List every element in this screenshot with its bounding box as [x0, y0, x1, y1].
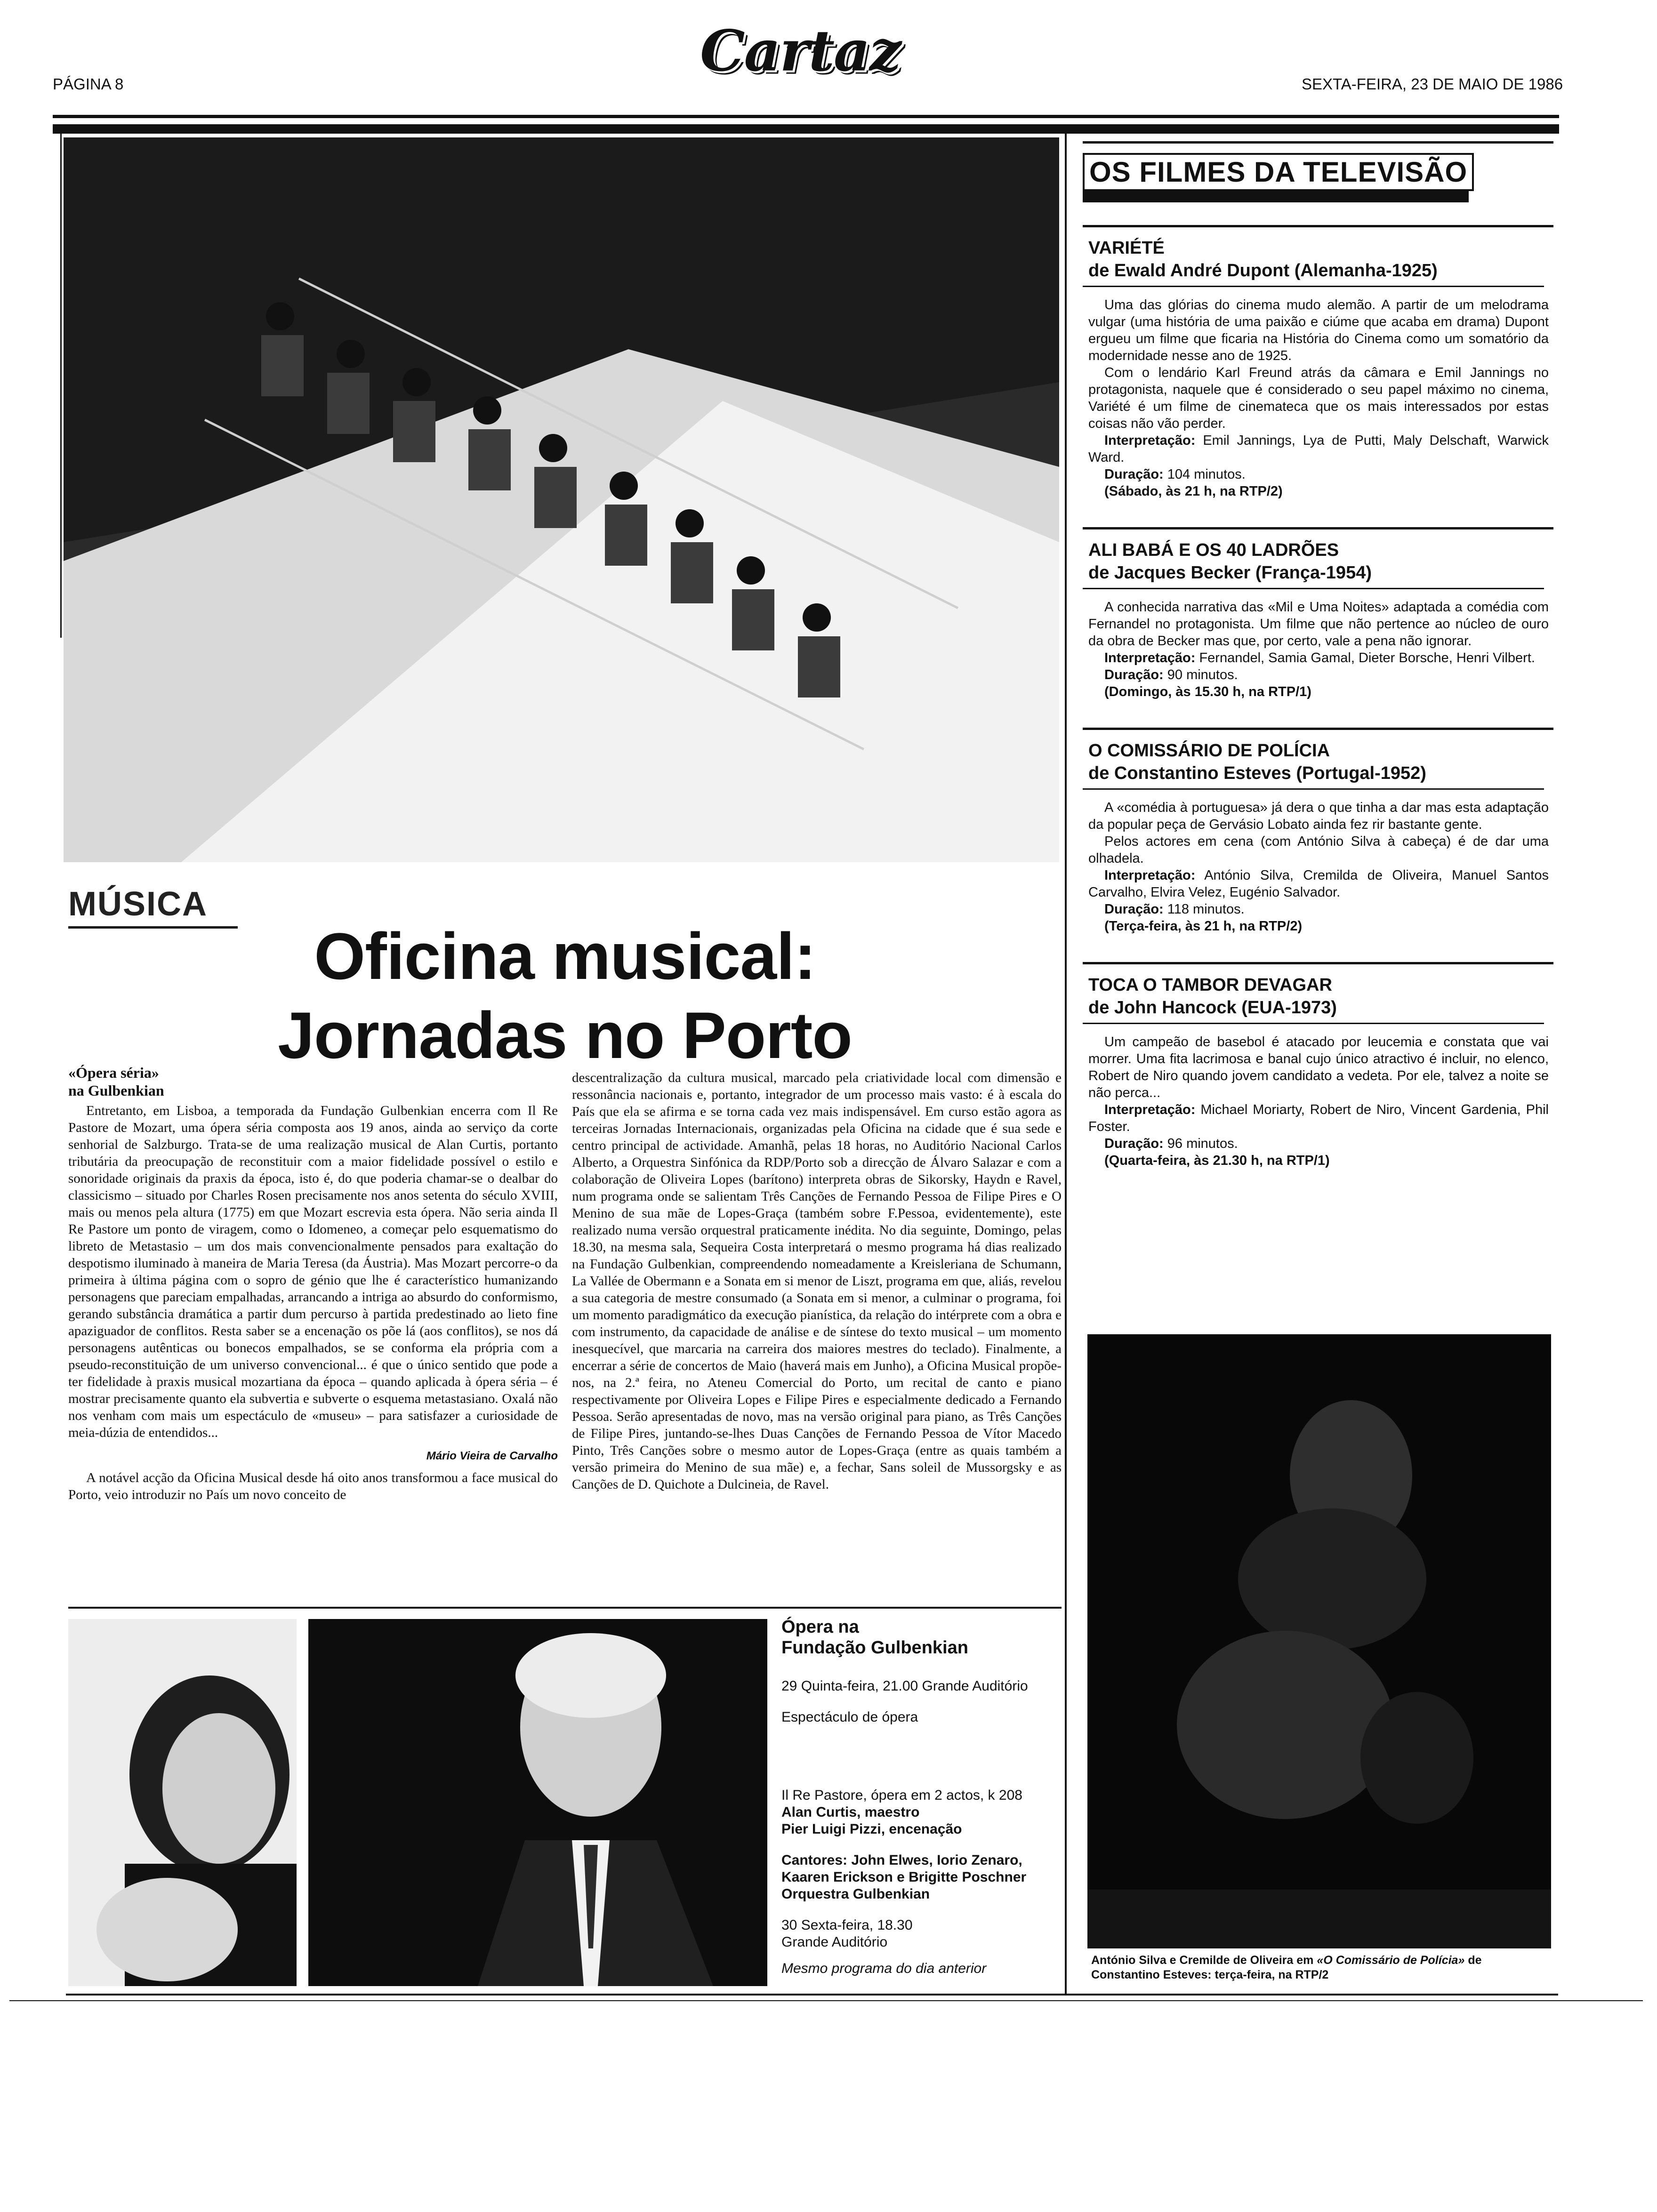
frame-line: [60, 132, 62, 638]
tv-sidebar: [1083, 141, 1553, 1169]
film-director: de Jacques Becker (França-1954): [1088, 563, 1372, 583]
portrait-center-art: [308, 1619, 767, 1986]
film-director: de John Hancock (EUA-1973): [1088, 998, 1337, 1018]
film-divider: [1083, 728, 1553, 730]
program-box-title-2: Fundação Gulbenkian: [781, 1638, 968, 1658]
tv-title-bar: [1083, 190, 1469, 202]
program-type: Espectáculo de ópera: [781, 1709, 918, 1725]
tv-photo-caption: António Silva e Cremilde de Oliveira em «O Comissário de Polícia» de Constantino Esteves: terça-feira, na RTP/2: [1091, 1954, 1482, 1981]
section-label: MÚSICA: [68, 885, 208, 923]
film-description: A «comédia à portuguesa» já dera o que tinha a dar mas esta adaptação da popular peça de Gervásio Lobato ainda fez rir bastante gente. Pelos actores em cena (com António Silva à cabeça) é de dar uma olhadela. Interpretação: António Silva, Cremilda de Oliveira, Manuel Santos Carvalho, Elvira Velez, Eugénio Salvador. Duração: 118 minutos. (Terça-feira, às 21 h, na RTP/2): [1088, 800, 1549, 934]
section-underline: [68, 926, 238, 929]
tv-film-photo: [1087, 1334, 1551, 1948]
film-entry-ali-baba: [1083, 529, 1553, 700]
footer-rule: [66, 1994, 1558, 1996]
tv-section-title: OS FILMES DA TELEVISÃO: [1083, 153, 1474, 191]
film-title: VARIÉTÉ: [1088, 238, 1165, 258]
program-date-1: 29 Quinta-feira, 21.00 Grande Auditório: [781, 1678, 1028, 1694]
film-description: Um campeão de basebol é atacado por leucemia e constata que vai morrer. Uma fita lacrimosa e banal cujo único atractivo é incluir, no elenco, Robert de Niro quando jovem candidato a vedeta. Por ele, talvez a noite se não perca... Interpretação: Michael Moriarty, Robert de Niro, Vincent Gardenia, Phil Foster. Duração: 96 minutos. (Quarta-feira, às 21.30 h, na RTP/1): [1088, 1034, 1549, 1168]
program-opera: Il Re Pastore, ópera em 2 actos, k 208: [781, 1787, 1022, 1803]
masthead-rule: [53, 115, 1559, 118]
article-bottom-rule: [68, 1607, 1062, 1609]
tv-film-photo-art: [1087, 1334, 1551, 1948]
article-column-2: descentralização da cultura musical, marcado pela criatividade local com dimensão e ressonância nacionais e, portanto, integrador de um processo mais vasto: é à escala do País que ela se afirma e se torna cada vez mais indispensável. Em curso estão agora as terceiras Jornadas Internacionais, organizadas pela Oficina na cidade que é sua sede e centro principal de actividade. Amanhã, pelas 18 horas, no Auditório Nacional Carlos Alberto, a Orquestra Sinfónica da RDP/Porto sob a direcção de Álvaro Salazar e com a colaboração de Oliveira Lopes (barítono) interpreta obras de Sikorsky, Haydn e Ravel, num programa onde se salientam Três Canções de Fernando Pessoa de Filipe Pires e O Menino de sua mãe de Lopes-Graça (também sobre F.Pessoa, evidentemente), este realizado numa versão orquestral praticamente inédita. No dia seguinte, Domingo, pelas 18.30, na mesma sala, Sequeira Costa interpretará o mesmo programa há dias realizado na Fundação Gulbenkian, compreendendo nomeadamente a Kreisleriana de Schumann, La Vallée de Obermann e a Sonata em si menor de Liszt, programa em que, aliás, revelou a sua categoria de mestre consumado (a Sonata em si menor, a culminar o programa, foi um momento paradigmático da execução pianística, da relação do intérprete com a obra e com instrumento, da capacidade de análise e de síntese do texto musical – um momento inesquecível, que marcaria na carreira dos maiores mestres do teclado). Finalmente, a encerrar a série de concertos de Maio (haverá mais em Junho), a Oficina Musical propõe-nos, na 2.ª feira, no Ateneu Comercial do Porto, um recital de canto e piano respectivamente por Oliveira Lopes e Filipe Pires e especialmente dedicado a Fernando Pessoa. Serão apresentadas de novo, mas na versão original para piano, as Três Canções de Filipe Pires, juntando-se-lhes Duas Canções de Fernando Pessoa de Vítor Macedo Pinto, Três Canções sobre o mesmo autor de Lopes-Graça (entre as quais também a versão primeira do Menino de sua mãe) e, a fechar, Sans soleil de Mussorgsky e as Canções de D. Quichote a Dulcineia, de Ravel.: [572, 1070, 1062, 1492]
film-title: O COMISSÁRIO DE POLÍCIA: [1088, 741, 1330, 761]
film-entry-variete: [1083, 227, 1553, 500]
issue-date: SEXTA-FEIRA, 23 DE MAIO DE 1986: [1302, 75, 1563, 93]
film-director: de Ewald André Dupont (Alemanha-1925): [1088, 261, 1438, 281]
tv-top-rule: [1083, 141, 1553, 144]
masthead-logo: Cartaz: [700, 18, 901, 84]
portrait-left-art: [68, 1619, 297, 1986]
portrait-photo-center: [308, 1619, 767, 1986]
program-box-title-1: Ópera na: [781, 1617, 859, 1637]
author-signature: Mário Vieira de Carvalho: [426, 1450, 558, 1462]
film-title-rule: [1083, 788, 1544, 790]
page-number: PÁGINA 8: [53, 75, 124, 93]
film-director: de Constantino Esteves (Portugal-1952): [1088, 763, 1426, 783]
program-conductor: Alan Curtis, maestro: [781, 1804, 920, 1820]
program-singers-2: Kaaren Erickson e Brigitte Poschner: [781, 1869, 1027, 1885]
program-note: Mesmo programa do dia anterior: [781, 1961, 987, 1976]
masthead-rule-thick: [53, 124, 1559, 134]
sub-kicker-2: na Gulbenkian: [68, 1082, 164, 1099]
film-entry-toca-o-tambor: [1083, 964, 1553, 1169]
film-divider: [1083, 225, 1553, 227]
program-orchestra: Orquestra Gulbenkian: [781, 1886, 930, 1902]
program-date-2: 30 Sexta-feira, 18.30: [781, 1917, 913, 1933]
lead-paragraph: A notável acção da Oficina Musical desde há oito anos transformou a face musical do Porto, veio introduzir no País um novo conceito de: [68, 1470, 558, 1502]
film-title: ALI BABÁ E OS 40 LADRÕES: [1088, 540, 1339, 560]
portrait-photo-left: [68, 1619, 297, 1986]
film-title-rule: [1083, 286, 1544, 287]
film-title-rule: [1083, 1023, 1544, 1024]
film-title: TOCA O TAMBOR DEVAGAR: [1088, 975, 1332, 995]
film-divider: [1083, 962, 1553, 964]
footer-rule-thin: [9, 2000, 1643, 2001]
orchestra-photo-art: [64, 137, 1059, 862]
headline-line-2: Jornadas no Porto: [278, 998, 852, 1072]
sub-kicker-1: «Ópera séria»: [68, 1064, 159, 1081]
film-entry-comissario: [1083, 730, 1553, 935]
program-director: Pier Luigi Pizzi, encenação: [781, 1821, 962, 1837]
headline-line-1: Oficina musical:: [314, 919, 816, 993]
column-divider: [1065, 132, 1067, 1996]
program-venue-2: Grande Auditório: [781, 1934, 888, 1950]
film-divider: [1083, 527, 1553, 529]
film-description: A conhecida narrativa das «Mil e Uma Noites» adaptada a comédia com Fernandel no protagonista. Um filme que não pertence ao núcleo de ouro da obra de Becker mas que, por certo, vale a pena não ignorar. Interpretação: Fernandel, Samia Gamal, Dieter Borsche, Henri Vilbert. Duração: 90 minutos. (Domingo, às 15.30 h, na RTP/1): [1088, 600, 1549, 699]
program-box: [781, 1617, 1059, 1988]
film-description: Uma das glórias do cinema mudo alemão. A partir de um melodrama vulgar (uma história de uma paixão e ciúme que acaba em drama) Dupont ergueu um filme que ficaria na História do Cinema como um somatório da modernidade nesse ano de 1925. Com o lendário Karl Freund atrás da câmara e Emil Jannings no protagonista, naquele que é considerado o seu papel máximo no cinema, Variété é um filme de cinemateca que os mais interessados por estas coisas não vão perder. Interpretação: Emil Jannings, Lya de Putti, Maly Delschaft, Warwick Ward. Duração: 104 minutos. (Sábado, às 21 h, na RTP/2): [1088, 297, 1549, 499]
orchestra-photo: [64, 137, 1059, 862]
program-singers-1: Cantores: John Elwes, Iorio Zenaro,: [781, 1852, 1022, 1868]
article-column-1: [68, 1064, 558, 1595]
sub-article-text: Entretanto, em Lisboa, a temporada da Fundação Gulbenkian encerra com Il Re Pastore de Mozart, uma ópera séria composta aos 19 anos, ainda ao serviço da corte senhorial de Salzburgo. Trata-se de uma realização musical de Alan Curtis, portanto tributária da preocupação de reconstituir com a maior fidelidade possível o estilo e sonoridade originais da praxis da época, isto é, do que poderia chamar-se o dealbar do classicismo – situado por Charles Rosen precisamente nos anos setenta do século XVIII, mais ou menos pela altura (1775) em que Mozart escrevia esta ópera. Não seria ainda Il Re Pastore um ponto de viragem, como o Idomeneo, a começar pelo esquematismo do libreto de Metastasio – um dos mais convencionalmente pensados para exaltação do despotismo iluminado à maneira de Maria Teresa (da Áustria). Mas Mozart percorre-o da primeira à última página com o sopro de génio que lhe é característico humanizando personagens que pareciam empalhadas, arrancando a intriga ao absurdo do conformismo, gerando substância dramática a partir dum percurso à partida predestinado ao lieto fine apaziguador de conflitos. Resta saber se a encenação os põe lá (aos conflitos), se nos dá personagens autênticas ou bonecos empalhados, se se conforma ela própria com a pseudo-reconstituição de um universo convencional... é que o único sentido que pode a ter fidelidade à praxis musical mozartiana da época – quando aplicada à ópera séria – é mostrar precisamente quanto ela subvertia e subverte o esquema metastasiano. Oxalá não nos venham com mais um espectáculo de «museu» – para satisfazer a curiosidade de meia-dúzia de entendidos...: [68, 1103, 558, 1440]
film-title-rule: [1083, 588, 1544, 589]
